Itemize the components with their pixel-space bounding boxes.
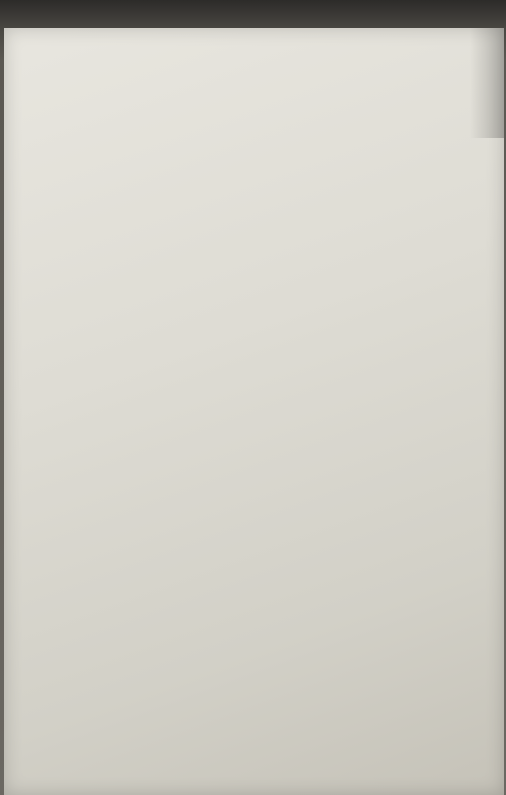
page-footer [4,772,504,782]
exam-paper-page [4,28,504,795]
page-content [40,142,480,147]
paper-fold-shadow [470,28,504,138]
